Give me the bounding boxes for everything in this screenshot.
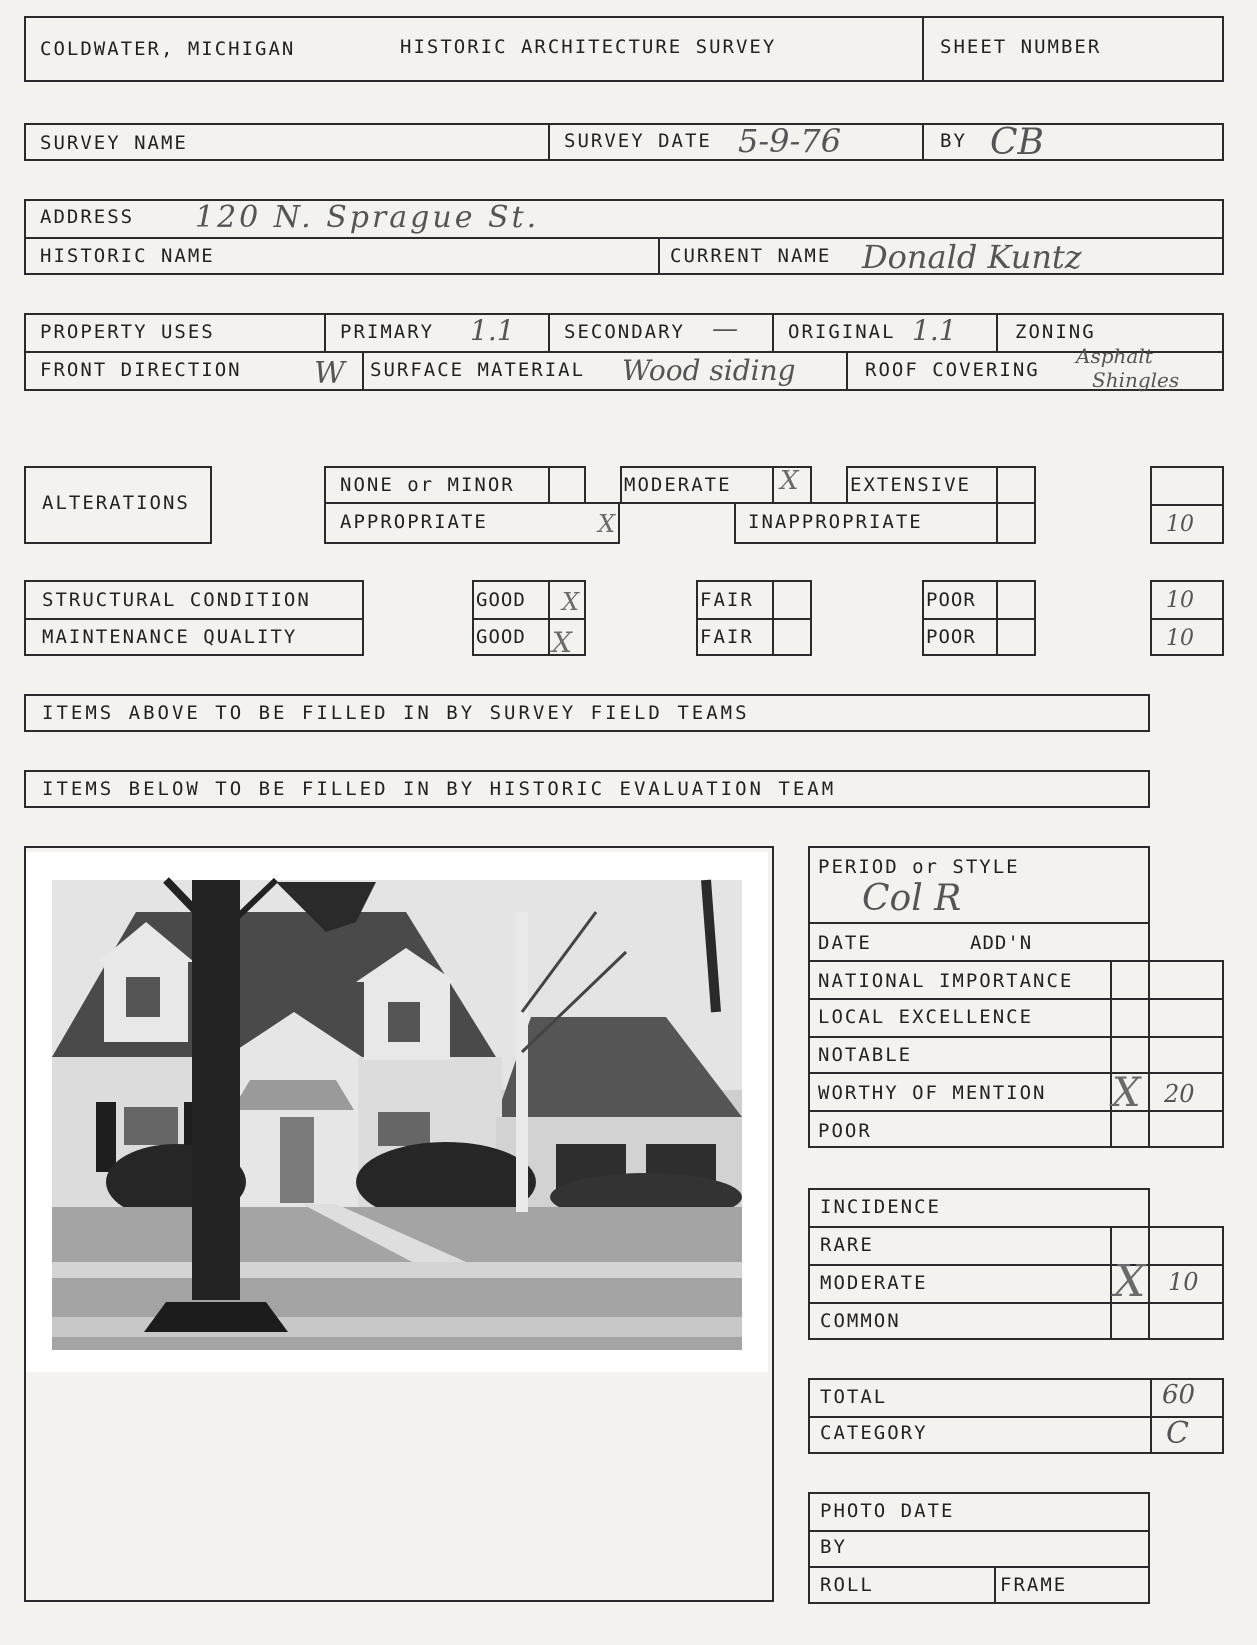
- survey-by-label: BY: [940, 130, 967, 152]
- original-label: ORIGINAL: [788, 321, 896, 343]
- maintenance-good-mark: X: [552, 626, 572, 659]
- alterations-label: ALTERATIONS: [42, 492, 190, 514]
- alterations-score: 10: [1166, 512, 1194, 537]
- surface-material-value: Wood siding: [622, 354, 796, 387]
- current-name-value: Donald Kuntz: [862, 238, 1082, 276]
- roll-label: ROLL: [820, 1574, 874, 1596]
- inappropriate-label: INAPPROPRIATE: [748, 511, 923, 533]
- items-above-note: ITEMS ABOVE TO BE FILLED IN BY SURVEY FIELD TEAMS: [42, 702, 750, 724]
- structural-good-label: GOOD: [476, 589, 526, 611]
- incidence-moderate-label: MODERATE: [820, 1272, 928, 1294]
- property-uses-label: PROPERTY USES: [40, 321, 215, 343]
- frame-label: FRAME: [1000, 1574, 1068, 1596]
- period-style-label: PERIOD or STYLE: [818, 856, 1020, 878]
- structural-score: 10: [1166, 588, 1194, 613]
- roof-covering-value-1: Asphalt: [1076, 344, 1153, 368]
- secondary-label: SECONDARY: [564, 321, 685, 343]
- address-label: ADDRESS: [40, 206, 135, 228]
- primary-value: 1.1: [470, 314, 515, 347]
- zoning-label: ZONING: [1015, 321, 1096, 343]
- notable-label: NOTABLE: [818, 1044, 913, 1066]
- appropriate-label: APPROPRIATE: [340, 511, 488, 533]
- front-direction-value: W: [314, 356, 345, 391]
- structural-fair-label: FAIR: [700, 589, 754, 611]
- survey-date-label: SURVEY DATE: [564, 130, 712, 152]
- category-value: C: [1166, 1416, 1189, 1451]
- secondary-value: —: [712, 314, 738, 344]
- maintenance-good-label: GOOD: [476, 626, 526, 648]
- incidence-moderate-mark: X: [1114, 1256, 1146, 1307]
- national-importance-label: NATIONAL IMPORTANCE: [818, 970, 1074, 992]
- roof-covering-value-2: Shingles: [1092, 368, 1180, 392]
- period-style-value: Col R: [862, 878, 962, 919]
- sheet-number-label: SHEET NUMBER: [940, 36, 1102, 58]
- maintenance-poor-label: POOR: [926, 626, 976, 648]
- date-label: DATE: [818, 932, 872, 954]
- common-label: COMMON: [820, 1310, 901, 1332]
- worthy-of-mention-score: 20: [1164, 1080, 1195, 1108]
- maintenance-score: 10: [1166, 626, 1194, 651]
- photo-by-label: BY: [820, 1536, 847, 1558]
- structural-poor-label: POOR: [926, 589, 976, 611]
- current-name-label: CURRENT NAME: [670, 245, 832, 267]
- evaluation-poor-label: POOR: [818, 1120, 872, 1142]
- category-label: CATEGORY: [820, 1422, 928, 1444]
- alterations-moderate-mark: X: [780, 466, 799, 496]
- none-minor-label: NONE or MINOR: [340, 474, 515, 496]
- incidence-label: INCIDENCE: [820, 1196, 941, 1218]
- house-photo-image: [26, 852, 768, 1372]
- maintenance-fair-label: FAIR: [700, 626, 754, 648]
- rare-label: RARE: [820, 1234, 874, 1256]
- surface-material-label: SURFACE MATERIAL: [370, 359, 586, 381]
- extensive-label: EXTENSIVE: [850, 474, 971, 496]
- worthy-of-mention-label: WORTHY OF MENTION: [818, 1082, 1047, 1104]
- total-value: 60: [1162, 1380, 1196, 1410]
- total-label: TOTAL: [820, 1386, 888, 1408]
- city-label: COLDWATER, MICHIGAN: [40, 38, 296, 60]
- survey-name-label: SURVEY NAME: [40, 132, 188, 154]
- house-photograph: [26, 852, 768, 1372]
- items-below-note: ITEMS BELOW TO BE FILLED IN BY HISTORIC EVALUATION TEAM: [42, 778, 837, 800]
- form-title: HISTORIC ARCHITECTURE SURVEY: [400, 36, 777, 58]
- appropriate-mark: X: [598, 510, 616, 538]
- incidence-moderate-score: 10: [1168, 1268, 1199, 1296]
- photo-date-label: PHOTO DATE: [820, 1500, 955, 1522]
- survey-by-value: CB: [990, 122, 1044, 163]
- worthy-of-mention-mark: X: [1112, 1070, 1141, 1116]
- structural-condition-label: STRUCTURAL CONDITION: [42, 589, 311, 611]
- maintenance-quality-label: MAINTENANCE QUALITY: [42, 626, 298, 648]
- structural-good-mark: X: [562, 588, 580, 616]
- addn-label: ADD'N: [970, 932, 1033, 954]
- local-excellence-label: LOCAL EXCELLENCE: [818, 1006, 1034, 1028]
- alterations-moderate-label: MODERATE: [624, 474, 732, 496]
- roof-covering-label: ROOF COVERING: [865, 359, 1040, 381]
- address-value: 120 N. Sprague St.: [195, 200, 540, 235]
- front-direction-label: FRONT DIRECTION: [40, 359, 242, 381]
- original-value: 1.1: [912, 314, 957, 347]
- historic-name-label: HISTORIC NAME: [40, 245, 215, 267]
- survey-date-value: 5-9-76: [738, 122, 842, 160]
- primary-label: PRIMARY: [340, 321, 435, 343]
